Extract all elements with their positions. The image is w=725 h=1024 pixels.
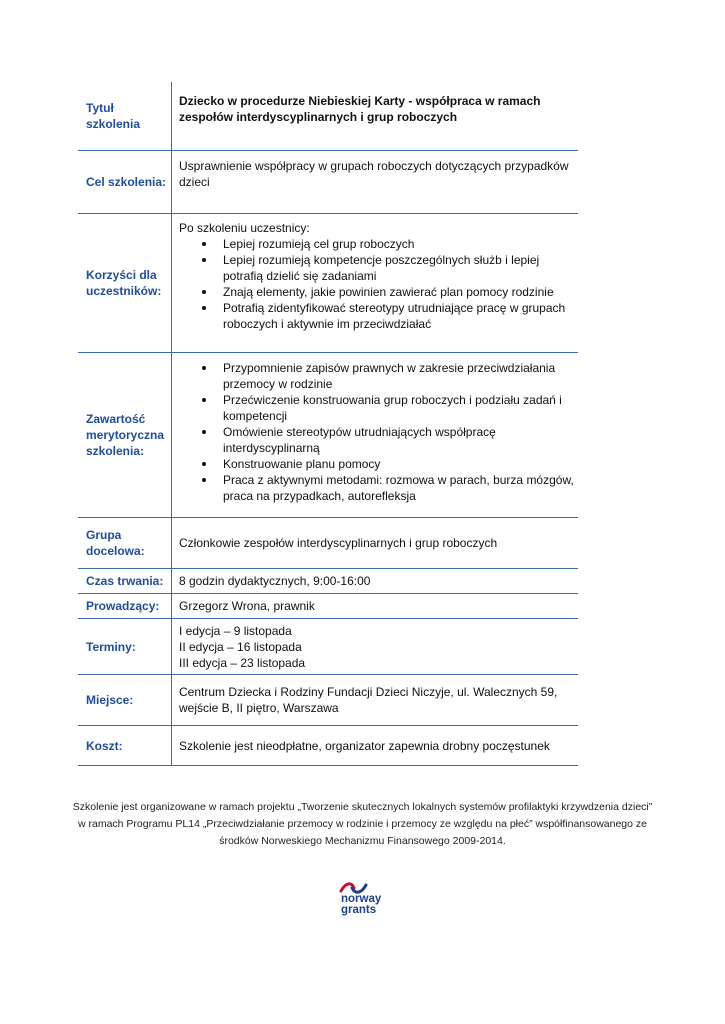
value-target-group: Członkowie zespołów interdyscyplinarnych i grup roboczych [179, 536, 498, 550]
label-dates: Terminy: [78, 619, 172, 674]
list-item: Potrafią zidentyfikować stereotypy utrudniające pracę w grupach roboczych i aktywnie im przeciwdziałać [179, 300, 578, 332]
list-item: Przypomnienie zapisów prawnych w zakresie przeciwdziałania przemocy w rodzinie [179, 360, 578, 392]
date-line: III edycja – 23 listopada [179, 655, 306, 670]
benefits-intro: Po szkoleniu uczestnicy: [179, 221, 310, 235]
row-benefits [78, 214, 578, 353]
row-target-group [78, 518, 578, 569]
label-trainer: Prowadzący: [78, 594, 172, 618]
value-cost: Szkolenie jest nieodpłatne, organizator zapewnia drobny poczęstunek [179, 738, 550, 753]
row-goal [78, 151, 578, 214]
logo-line1: norway [341, 893, 382, 905]
label-title: Tytuł szkolenia [78, 82, 172, 150]
label-cost: Koszt: [78, 726, 172, 765]
row-dates [78, 619, 578, 675]
date-line: II edycja – 16 listopada [179, 639, 302, 654]
row-place [78, 675, 578, 726]
funding-note: Szkolenie jest organizowane w ramach projektu „Tworzenie skutecznych lokalnych systemów profilaktyki krzywdzenia dzieci” w ramach Programu PL14 „Przeciwdziałanie przemocy w rodzinie i przemocy ze względu na płeć” współfinansowanego ze środków Norweskiego Mechanizmu Finansowego 2009-2014. [72, 801, 653, 847]
row-title [78, 82, 578, 151]
value-duration: 8 godzin dydaktycznych, 9:00-16:00 [179, 574, 371, 588]
row-trainer [78, 594, 578, 619]
label-duration: Czas trwania: [78, 569, 172, 593]
row-content [78, 353, 578, 518]
benefits-list [179, 236, 578, 332]
list-item: Przećwiczenie konstruowania grup roboczych i podziału zadań i kompetencji [179, 392, 578, 424]
date-line: I edycja – 9 listopada [179, 623, 292, 638]
value-trainer: Grzegorz Wrona, prawnik [179, 599, 315, 613]
logo-text [341, 894, 381, 916]
row-duration [78, 569, 578, 594]
label-content: Zawartość merytoryczna szkolenia: [78, 353, 172, 517]
label-benefits: Korzyści dla uczestników: [78, 214, 172, 352]
training-info-table [78, 82, 578, 766]
value-title: Dziecko w procedurze Niebieskiej Karty - współpraca w ramach zespołów interdyscyplinarnych i grup roboczych [179, 94, 541, 124]
value-place: Centrum Dziecka i Rodziny Fundacji Dzieci Niczyje, ul. Walecznych 59, wejście B, II piętro, Warszawa [179, 685, 558, 715]
label-goal: Cel szkolenia: [78, 151, 172, 213]
list-item: Lepiej rozumieją cel grup roboczych [179, 236, 578, 252]
content-list [179, 360, 578, 504]
logo-line2: grants [341, 904, 377, 916]
norway-grants-logo [337, 881, 397, 921]
list-item: Lepiej rozumieją kompetencje poszczególnych służb i lepiej potrafią dzielić się zadaniami [179, 252, 578, 284]
list-item: Konstruowanie planu pomocy [179, 456, 578, 472]
label-target-group: Grupa docelowa: [78, 518, 172, 568]
row-cost [78, 726, 578, 766]
list-item: Praca z aktywnymi metodami: rozmowa w parach, burza mózgów, praca na przypadkach, autorefleksja [179, 472, 578, 504]
list-item: Omówienie stereotypów utrudniających współpracę interdyscyplinarną [179, 424, 578, 456]
value-goal: Usprawnienie współpracy w grupach roboczych dotyczących przypadków dzieci [179, 159, 569, 189]
list-item: Znają elementy, jakie powinien zawierać plan pomocy rodzinie [179, 284, 578, 300]
label-place: Miejsce: [78, 675, 172, 725]
